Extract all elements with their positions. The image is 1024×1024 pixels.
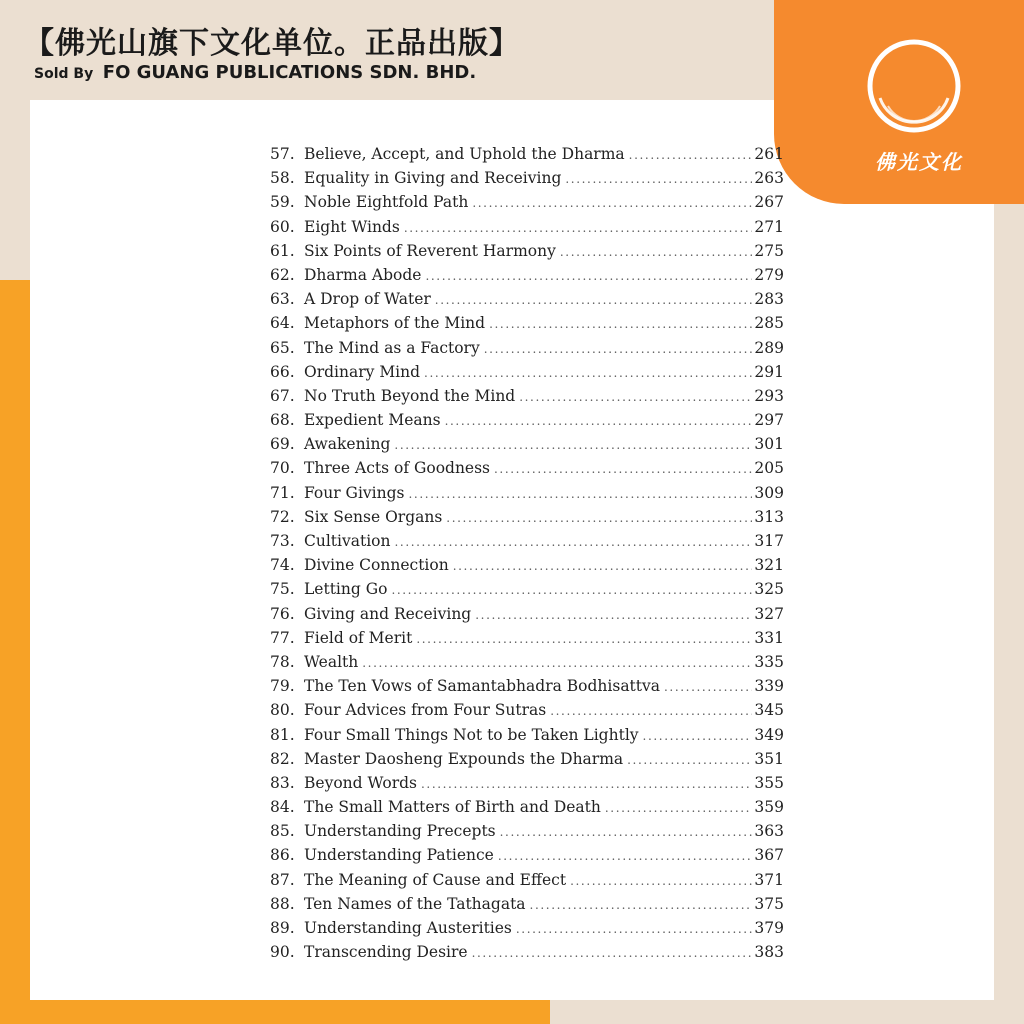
toc-entry [270,771,784,795]
toc-entry-number: 76. [270,604,295,623]
toc-entry [270,360,784,384]
toc-leader-dots [404,216,753,240]
toc-entry-page: 205 [754,459,784,478]
toc-entry-title: Six Sense Organs [304,507,443,526]
toc-leader-dots [416,627,752,651]
toc-entry-number: 84. [270,798,295,817]
toc-entry-number: 72. [270,507,295,526]
toc-entry-number: 90. [270,943,295,962]
toc-entry [270,287,784,311]
toc-entry-page: 359 [754,798,784,817]
toc-entry [270,698,784,722]
toc-entry-page: 375 [754,894,784,913]
toc-leader-dots [489,312,752,336]
toc-entry-title: No Truth Beyond the Mind [304,386,516,405]
toc-entry-page: 325 [754,580,784,599]
toc-leader-dots [560,240,753,264]
toc-entry-title: Master Daosheng Expounds the Dharma [304,749,624,768]
toc-leader-dots [446,506,752,530]
company-name: FO GUANG PUBLICATIONS SDN. BHD. [102,62,477,83]
seller-line [34,62,476,83]
toc-entry-title: Understanding Precepts [304,822,496,841]
toc-entry [270,892,784,916]
toc-entry [270,553,784,577]
toc-entry-page: 271 [754,217,784,236]
toc-entry-number: 79. [270,677,295,696]
toc-entry [270,674,784,698]
toc-entry-page: 379 [754,919,784,937]
toc-entry-page: 355 [754,773,784,792]
toc-leader-dots [643,724,753,748]
toc-entry [270,819,784,843]
toc-leader-dots [408,482,752,506]
toc-entry-number: 88. [270,894,295,913]
toc-entry-number: 86. [270,846,295,865]
logo-text: 佛光文化 [875,150,963,174]
toc-leader-dots [627,748,752,772]
toc-entry-title: Beyond Words [304,773,417,792]
toc-entry [270,432,784,456]
toc-entry-page: 261 [754,145,784,163]
toc-leader-dots [475,603,752,627]
toc-leader-dots [519,385,752,409]
toc-entry-number: 73. [270,532,295,550]
toc-entry-page: 309 [754,483,784,502]
toc-entry [270,190,784,214]
toc-entry-number: 65. [270,338,295,357]
toc-entry-page: 371 [754,870,784,889]
toc-entry [270,940,784,964]
toc-leader-dots [472,191,752,215]
toc-entry [270,626,784,650]
toc-entry-title: Dharma Abode [304,265,422,284]
toc-entry-page: 383 [754,943,784,962]
toc-entry-number: 69. [270,435,295,454]
toc-entry [270,529,784,553]
toc-entry-page: 321 [754,556,784,575]
toc-entry-title: Believe, Accept, and Uphold the Dharma [304,145,625,163]
toc-entry-page: 293 [754,386,784,405]
toc-entry [270,723,784,747]
banner-title: 【佛光山旗下文化单位。正品出版】 [24,26,520,61]
toc-entry-page: 289 [754,338,784,357]
toc-entry-page: 327 [754,604,784,623]
toc-entry-title: The Small Matters of Birth and Death [304,798,601,817]
toc-leader-dots [605,796,753,820]
toc-entry-number: 82. [270,749,295,768]
toc-entry-page: 263 [754,169,784,188]
toc-entry-number: 71. [270,483,295,502]
toc-entry-page: 351 [754,749,784,768]
table-of-contents [270,142,784,964]
toc-entry-title: Six Points of Reverent Harmony [304,241,556,260]
toc-leader-dots [435,288,753,312]
toc-entry-number: 62. [270,265,295,284]
toc-entry-page: 317 [754,532,784,550]
toc-leader-dots [484,337,753,361]
toc-entry-page: 349 [754,725,784,744]
toc-entry-number: 63. [270,290,295,309]
toc-entry [270,336,784,360]
toc-entry-title: Transcending Desire [304,943,468,962]
toc-entry [270,747,784,771]
toc-entry-title: Awakening [304,435,391,454]
toc-entry [270,650,784,674]
toc-entry-title: Four Small Things Not to be Taken Lightly [304,725,639,744]
toc-entry [270,384,784,408]
toc-entry [270,263,784,287]
toc-entry-title: A Drop of Water [304,290,431,309]
toc-leader-dots [629,143,753,167]
toc-entry [270,577,784,601]
ring-logo-icon [864,36,964,136]
toc-entry-page: 283 [754,290,784,309]
toc-entry [270,481,784,505]
toc-entry-number: 67. [270,386,295,405]
toc-entry-number: 85. [270,822,295,841]
toc-entry-page: 279 [754,265,784,284]
toc-entry-number: 83. [270,773,295,792]
toc-entry-page: 285 [754,314,784,333]
toc-entry-title: Cultivation [304,532,391,550]
toc-entry-number: 75. [270,580,295,599]
toc-entry-title: Metaphors of the Mind [304,314,486,333]
toc-entry-title: Wealth [304,652,359,671]
toc-entry-title: Ordinary Mind [304,362,421,381]
toc-entry [270,602,784,626]
toc-entry-title: The Mind as a Factory [304,338,480,357]
toc-entry [270,916,784,940]
toc-entry-page: 297 [754,411,784,430]
toc-entry-page: 291 [754,362,784,381]
toc-entry-page: 267 [754,193,784,212]
toc-entry [270,239,784,263]
toc-leader-dots [394,433,752,457]
toc-entry-number: 61. [270,241,295,260]
toc-entry-number: 68. [270,411,295,430]
toc-entry-title: Four Givings [304,483,405,502]
toc-entry-title: Letting Go [304,580,388,599]
toc-entry-number: 80. [270,701,295,720]
toc-entry-title: Ten Names of the Tathagata [304,894,526,913]
toc-leader-dots [394,530,752,554]
toc-entry [270,505,784,529]
toc-leader-dots [391,578,752,602]
toc-leader-dots [445,409,753,433]
toc-entry-number: 59. [270,193,295,212]
toc-leader-dots [570,869,752,893]
toc-entry-title: Field of Merit [304,628,413,647]
toc-entry [270,311,784,335]
toc-entry-page: 363 [754,822,784,841]
sold-by-label: Sold By [34,66,94,82]
toc-entry-number: 58. [270,169,295,188]
toc-entry-page: 331 [754,628,784,647]
toc-entry-number: 74. [270,556,295,575]
toc-entry-title: The Ten Vows of Samantabhadra Bodhisattva [304,677,661,696]
toc-entry-title: Equality in Giving and Receiving [304,169,562,188]
toc-entry-number: 60. [270,217,295,236]
toc-leader-dots [530,893,753,917]
toc-entry-page: 313 [754,507,784,526]
toc-leader-dots [421,772,752,796]
toc-entry-number: 70. [270,459,295,478]
toc-leader-dots [498,844,753,868]
publisher-logo-badge [774,0,1024,204]
toc-entry [270,868,784,892]
toc-entry [270,166,784,190]
toc-leader-dots [500,820,753,844]
toc-entry-number: 77. [270,628,295,647]
toc-entry-title: Understanding Austerities [304,919,512,937]
toc-entry-page: 345 [754,701,784,720]
toc-entry-number: 87. [270,870,295,889]
toc-leader-dots [425,264,752,288]
toc-entry-number: 78. [270,652,295,671]
toc-entry-number: 64. [270,314,295,333]
orange-side-strip [0,280,30,1000]
toc-entry-title: Expedient Means [304,411,441,430]
toc-leader-dots [453,554,753,578]
toc-leader-dots [424,361,752,385]
toc-entry-title: Understanding Patience [304,846,494,865]
toc-leader-dots [565,167,752,191]
toc-entry-number: 66. [270,362,295,381]
toc-entry [270,215,784,239]
toc-entry-page: 275 [754,241,784,260]
toc-entry-number: 57. [270,145,295,163]
toc-leader-dots [664,675,752,699]
toc-entry-title: Divine Connection [304,556,449,575]
toc-entry-title: Four Advices from Four Sutras [304,701,547,720]
toc-entry [270,843,784,867]
toc-entry-page: 335 [754,652,784,671]
toc-entry [270,142,784,166]
toc-entry-page: 367 [754,846,784,865]
orange-bottom-strip [0,1000,550,1024]
toc-leader-dots [516,917,753,941]
toc-leader-dots [362,651,752,675]
toc-entry-title: The Meaning of Cause and Effect [304,870,567,889]
toc-leader-dots [550,699,752,723]
toc-entry [270,456,784,480]
toc-leader-dots [494,457,752,481]
toc-entry-page: 301 [754,435,784,454]
toc-entry-title: Giving and Receiving [304,604,472,623]
toc-entry-number: 89. [270,919,295,937]
toc-entry-page: 339 [754,677,784,696]
toc-entry-title: Three Acts of Goodness [304,459,491,478]
toc-entry-number: 81. [270,725,295,744]
toc-entry-title: Noble Eightfold Path [304,193,469,212]
toc-leader-dots [472,941,753,965]
toc-entry [270,408,784,432]
toc-entry [270,795,784,819]
toc-entry-title: Eight Winds [304,217,400,236]
